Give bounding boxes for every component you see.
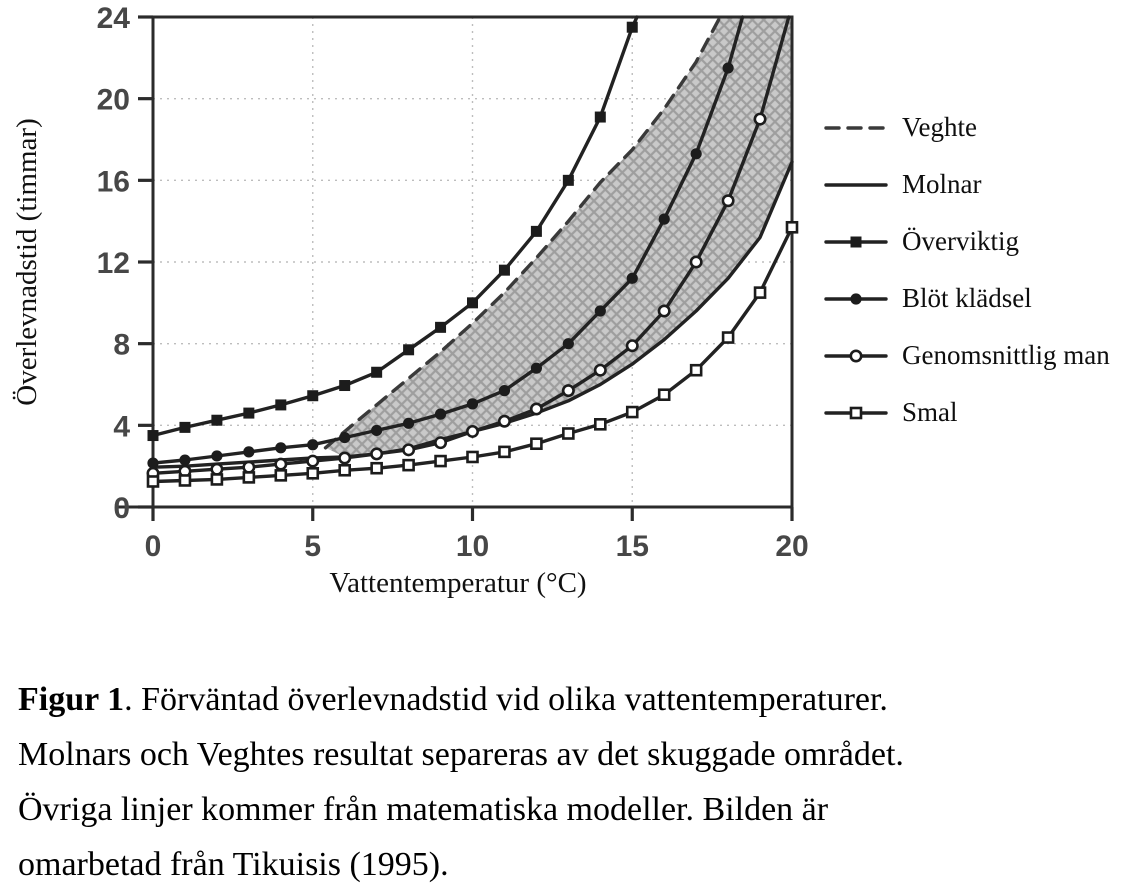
caption-line-4: omarbetad från Tikuisis (1995). <box>18 846 449 883</box>
marker-overviktig <box>339 380 350 391</box>
marker-smal <box>212 474 222 484</box>
filled-circle-marker-icon <box>850 293 861 304</box>
marker-genomsnittlig-man <box>308 456 318 466</box>
y-tick-label: 0 <box>113 492 130 525</box>
marker-blot-kladsel <box>659 214 670 225</box>
marker-smal <box>531 439 541 449</box>
figure-label: Figur 1 <box>18 681 125 718</box>
marker-genomsnittlig-man <box>371 449 381 459</box>
marker-overviktig <box>403 344 414 355</box>
x-tick-label: 15 <box>615 530 649 563</box>
marker-genomsnittlig-man <box>435 437 445 447</box>
marker-smal <box>627 407 637 417</box>
caption-line-2: Molnars och Veghtes resultat separeras av det skuggade området. <box>18 736 904 773</box>
marker-genomsnittlig-man <box>212 464 222 474</box>
marker-smal <box>468 452 478 462</box>
marker-overviktig <box>307 390 318 401</box>
marker-overviktig <box>148 430 159 441</box>
marker-overviktig <box>467 297 478 308</box>
chart-legend <box>824 99 1110 441</box>
marker-overviktig <box>243 408 254 419</box>
marker-blot-kladsel <box>627 273 638 284</box>
legend-item-overviktig <box>824 213 1110 270</box>
x-tick-label: 20 <box>775 530 809 563</box>
legend-label-veghte: Veghte <box>902 112 977 142</box>
marker-blot-kladsel <box>531 363 542 374</box>
figure-caption <box>18 672 1138 892</box>
y-tick-label: 24 <box>96 2 130 35</box>
marker-genomsnittlig-man <box>627 341 637 351</box>
marker-genomsnittlig-man <box>531 404 541 414</box>
marker-genomsnittlig-man <box>340 453 350 463</box>
legend-label-molnar: Molnar <box>902 169 982 199</box>
y-tick-label: 12 <box>96 247 130 280</box>
marker-overviktig <box>595 112 606 123</box>
marker-blot-kladsel <box>275 442 286 453</box>
marker-genomsnittlig-man <box>467 426 477 436</box>
legend-label-smal: Smal <box>902 397 958 427</box>
marker-overviktig <box>563 175 574 186</box>
marker-genomsnittlig-man <box>659 306 669 316</box>
y-tick-label: 20 <box>96 83 130 117</box>
marker-smal <box>276 470 286 480</box>
marker-blot-kladsel <box>499 385 510 396</box>
marker-smal <box>723 333 733 343</box>
marker-genomsnittlig-man <box>691 257 701 267</box>
marker-smal <box>180 475 190 485</box>
legend-swatch-smal-icon <box>824 403 888 423</box>
marker-overviktig <box>435 322 446 333</box>
y-tick-label: 16 <box>96 165 130 199</box>
marker-blot-kladsel <box>723 62 734 73</box>
marker-overviktig <box>499 265 510 276</box>
marker-blot-kladsel <box>403 418 414 429</box>
legend-item-smal <box>824 384 1110 441</box>
marker-overviktig <box>179 422 190 433</box>
filled-square-marker-icon <box>851 236 862 247</box>
marker-genomsnittlig-man <box>499 416 509 426</box>
legend-swatch-overviktig-icon <box>824 232 888 252</box>
y-tick-label: 8 <box>113 328 130 362</box>
marker-blot-kladsel <box>563 338 574 349</box>
legend-label-genomsnittlig-man: Genomsnittlig man <box>902 340 1110 370</box>
marker-blot-kladsel <box>211 450 222 461</box>
marker-blot-kladsel <box>371 425 382 436</box>
marker-smal <box>755 288 765 298</box>
marker-overviktig <box>371 367 382 378</box>
marker-blot-kladsel <box>595 305 606 316</box>
y-axis-title: Överlevnadstid (timmar) <box>11 118 43 406</box>
marker-genomsnittlig-man <box>723 196 733 206</box>
marker-smal <box>372 463 382 473</box>
marker-smal <box>404 460 414 470</box>
marker-smal <box>691 365 701 375</box>
caption-line-1 <box>18 672 1138 727</box>
marker-smal <box>244 472 254 482</box>
marker-smal <box>563 429 573 439</box>
marker-genomsnittlig-man <box>276 459 286 469</box>
marker-blot-kladsel <box>691 148 702 159</box>
legend-swatch-veghte-icon <box>824 118 888 138</box>
legend-item-genomsnittlig-man <box>824 327 1110 384</box>
marker-blot-kladsel <box>467 398 478 409</box>
open-circle-marker-icon <box>851 350 861 360</box>
marker-genomsnittlig-man <box>403 445 413 455</box>
marker-smal <box>499 447 509 457</box>
marker-overviktig <box>531 226 542 237</box>
x-axis-title: Vattentemperatur (°C) <box>329 567 587 599</box>
legend-swatch-blot-kladsel-icon <box>824 289 888 309</box>
x-tick-label: 0 <box>144 530 162 563</box>
legend-swatch-genomsnittlig-man-icon <box>824 346 888 366</box>
legend-item-blot-kladsel <box>824 270 1110 327</box>
x-tick-label: 5 <box>304 530 322 563</box>
marker-blot-kladsel <box>307 439 318 450</box>
legend-label-blot-kladsel: Blöt klädsel <box>902 283 1032 313</box>
marker-genomsnittlig-man <box>563 385 573 395</box>
marker-smal <box>308 468 318 478</box>
marker-smal <box>659 390 669 400</box>
marker-smal <box>787 222 797 232</box>
open-square-marker-icon <box>851 408 861 418</box>
legend-swatch-molnar-icon <box>824 175 888 195</box>
y-tick-label: 4 <box>113 410 130 444</box>
marker-blot-kladsel <box>243 446 254 457</box>
marker-blot-kladsel <box>339 432 350 443</box>
marker-overviktig <box>275 399 286 410</box>
marker-smal <box>436 456 446 466</box>
marker-genomsnittlig-man <box>244 462 254 472</box>
marker-smal <box>595 419 605 429</box>
marker-smal <box>340 465 350 475</box>
legend-label-overviktig: Överviktig <box>902 226 1019 256</box>
marker-blot-kladsel <box>179 454 190 465</box>
x-tick-label: 10 <box>455 530 490 563</box>
legend-item-veghte <box>824 99 1110 156</box>
marker-overviktig <box>627 22 638 33</box>
marker-genomsnittlig-man <box>755 114 765 124</box>
legend-item-molnar <box>824 156 1110 213</box>
marker-genomsnittlig-man <box>595 365 605 375</box>
marker-blot-kladsel <box>435 409 446 420</box>
marker-overviktig <box>211 415 222 426</box>
marker-smal <box>148 476 158 486</box>
caption-line-1-text: . Förväntad överlevnadstid vid olika vattentemperaturer. <box>124 681 888 718</box>
caption-line-3: Övriga linjer kommer från matematiska modeller. Bilden är <box>18 791 829 828</box>
